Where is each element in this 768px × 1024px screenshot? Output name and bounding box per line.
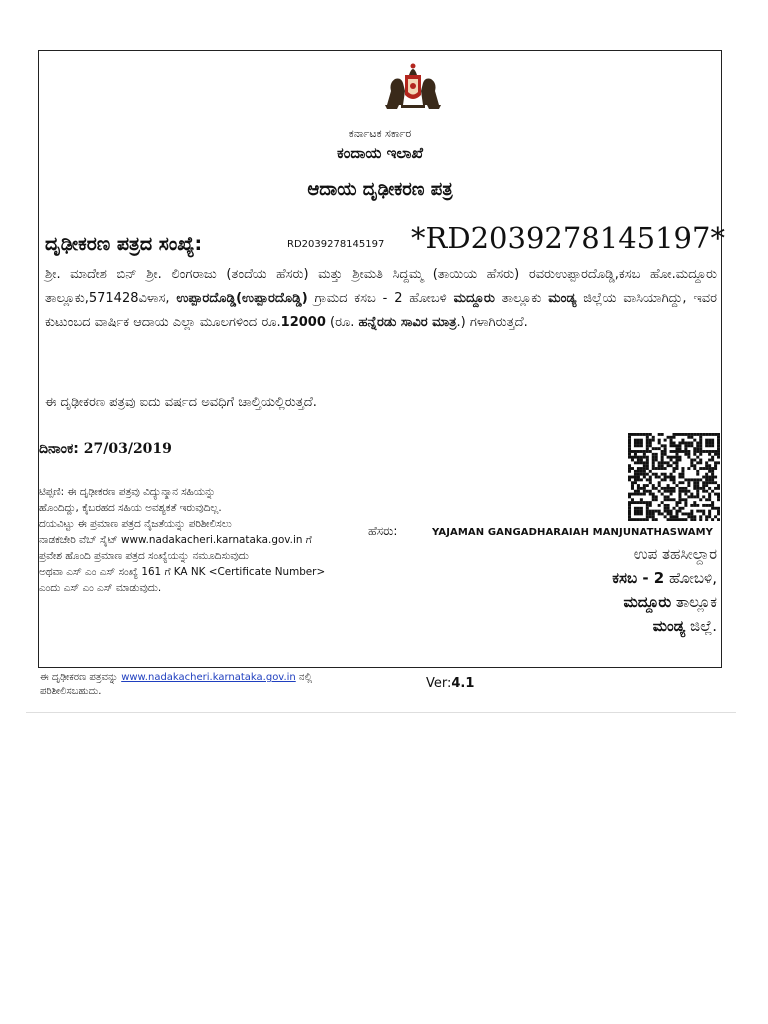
signatory-designation: ಉಪ ತಹಸೀಲ್ದಾರ <box>633 545 717 563</box>
version-label: Ver:4.1 <box>426 676 475 691</box>
government-name: ಕರ್ನಾಟಕ ಸರ್ಕಾರ <box>348 127 412 140</box>
department-name: ಕಂದಾಯ ಇಲಾಖೆ <box>337 144 423 162</box>
certificate-number-small: RD2039278145197 <box>287 239 385 250</box>
certificate-frame <box>38 50 725 668</box>
page-divider <box>26 712 736 713</box>
certificate-number-label: ದೃಢೀಕರಣ ಪತ್ರದ ಸಂಖ್ಯೆ: <box>45 233 203 255</box>
footer-verification-note: ಈ ದೃಢೀಕರಣ ಪತ್ರವನ್ನು www.nadakacheri.karnataka.gov.in ನಲ್ಲಿ ಪರಿಶೀಲಿಸಬಹುದು. <box>40 672 313 697</box>
certificate-title: ಆದಾಯ ದೃಢೀಕರಣ ಪತ್ರ <box>307 179 453 200</box>
signatory-taluk: ಮದ್ದೂರು ತಾಲ್ಲೂಕ <box>623 593 717 611</box>
issue-date <box>39 441 172 457</box>
validity-statement: ಈ ದೃಢೀಕರಣ ಪತ್ರವು ಐದು ವರ್ಷದ ಅವಧಿಗೆ ಚಾಲ್ತಿಯಲ್ಲಿರುತ್ತದೆ. <box>45 395 317 410</box>
verification-note: ಟಿಪ್ಪಣಿ: ಈ ದೃಢೀಕರಣ ಪತ್ರವು ವಿದ್ಯುನ್ಮಾನ ಸಹಿಯನ್ನು ಹೊಂದಿದ್ದು, ಕೈಬರಹದ ಸಹಿಯ ಅವಶ್ಯಕತೆ ಇರುವುದಿಲ್ಲ. ದಯವಿಟ್ಟು ಈ ಪ್ರಮಾಣ ಪತ್ರದ ನೈಜತೆಯನ್ನು ಪರಿಶೀಲಿಸಲು ನಾಡಕಚೇರಿ ವೆಬ್ ಸೈಟ್ www.nadakacheri.karnataka.gov.in ಗೆ ಪ್ರವೇಶ ಹೊಂದಿ ಪ್ರಮಾಣ ಪತ್ರದ ಸಂಖ್ಯೆಯನ್ನು ನಮೂದಿಸುವುದು ಅಥವಾ ಎಸ್ ಎಂ ಎಸ್ ಸಂಖ್ಯೆ 161 ಗೆ KA NK <Certificate Number> ಎಂದು ಎಸ್ ಎಂ ಎಸ್ ಮಾಡುವುದು. <box>39 486 326 594</box>
date-label: ದಿನಾಂಕ: <box>39 441 79 457</box>
signatory-name-label: ಹೆಸರು: <box>368 524 398 538</box>
state-emblem-icon <box>379 61 447 111</box>
date-value: 27/03/2019 <box>83 441 172 457</box>
signatory-block <box>612 542 717 638</box>
qr-code-icon <box>628 433 720 521</box>
signatory-name: YAJAMAN GANGADHARAIAH MANJUNATHASWAMY <box>432 527 714 538</box>
signatory-hobli: ಕಸಬ - 2 ಹೋಬಳಿ, <box>612 569 717 587</box>
certificate-body-paragraph: ಶ್ರೀ. ಮಾದೇಶ ಬಿನ್ ಶ್ರೀ. ಲಿಂಗರಾಜು (ತಂದೆಯ ಹೆಸರು) ಮತ್ತು ಶ್ರೀಮತಿ ಸಿದ್ದಮ್ಮ (ತಾಯಿಯ ಹೆಸರು) ರವರುಉಪ್ಪಾರದೊಡ್ಡಿ,ಕಸಬ ಹೋ.ಮದ್ದೂರು ತಾಲ್ಲೂಕು,571428ವಿಳಾಸ, ಉಪ್ಪಾರದೊಡ್ಡಿ(ಉಪ್ಪಾರದೊಡ್ಡಿ) ಗ್ರಾಮದ ಕಸಬ - 2 ಹೋಬಳಿ ಮದ್ದೂರು ತಾಲ್ಲೂಕು ಮಂಡ್ಯ ಜಿಲ್ಲೆಯ ವಾಸಿಯಾಗಿದ್ದು, ಇವರ ಕುಟುಂಬದ ವಾರ್ಷಿಕ ಆದಾಯ ಎಲ್ಲಾ ಮೂಲಗಳಿಂದ ರೂ.12000 (ರೂ. ಹನ್ನೆರಡು ಸಾವಿರ ಮಾತ್ರ.) ಗಳಾಗಿರುತ್ತದೆ. <box>45 267 718 330</box>
signatory-district: ಮಂಡ್ಯ ಜಿಲ್ಲೆ. <box>652 617 717 635</box>
nadakacheri-link[interactable]: www.nadakacheri.karnataka.gov.in <box>121 672 296 683</box>
certificate-number-barcode-text: *RD2039278145197* <box>411 221 725 255</box>
